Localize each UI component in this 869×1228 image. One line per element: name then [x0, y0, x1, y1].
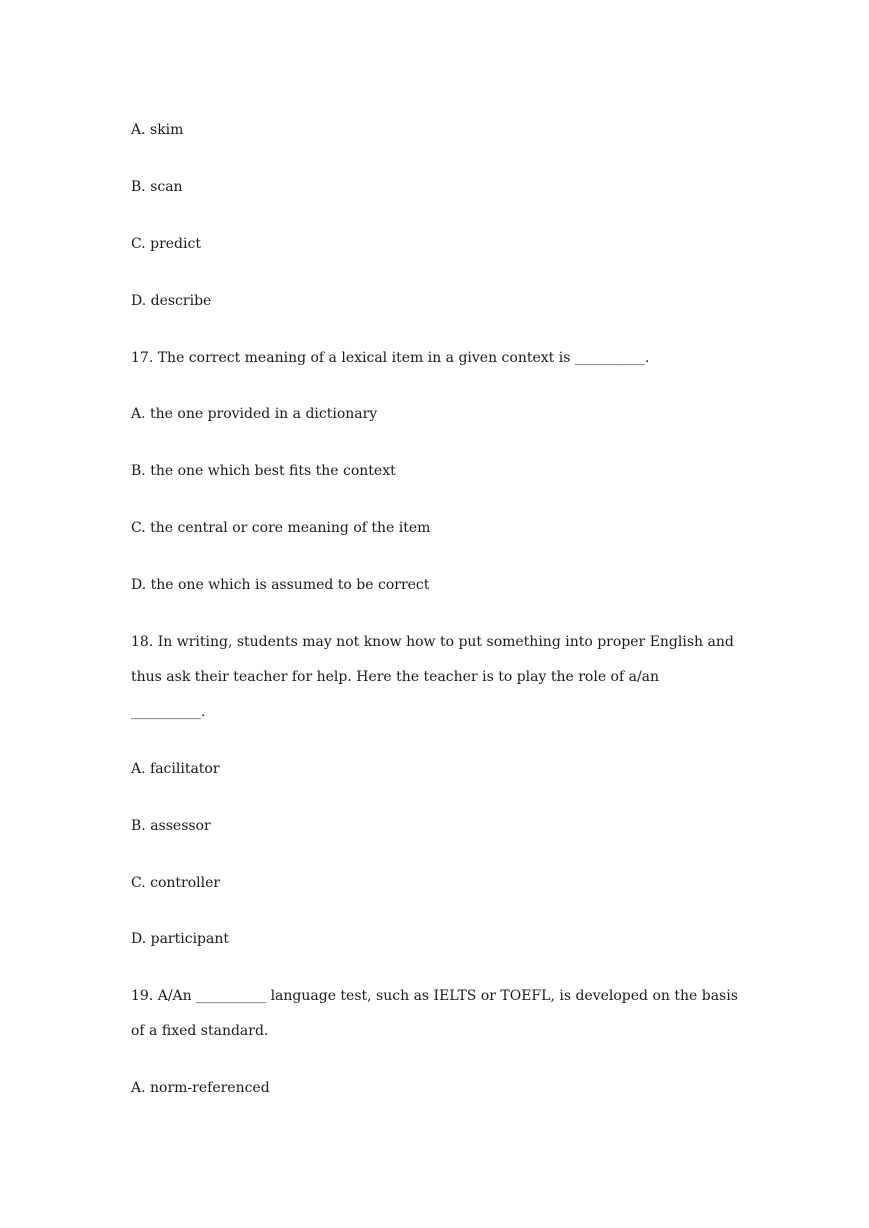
- option-c-predict: C. predict: [131, 236, 201, 252]
- question-19-option-a: A. norm-referenced: [131, 1080, 270, 1096]
- question-18-stem-line-3: __________.: [131, 704, 206, 720]
- question-18-option-b: B. assessor: [131, 818, 211, 834]
- question-19-stem-line-1: 19. A/An __________ language test, such as IELTS or TOEFL, is developed on the basis: [131, 988, 738, 1004]
- question-17-option-c: C. the central or core meaning of the item: [131, 520, 431, 536]
- question-18-stem-line-1: 18. In writing, students may not know how to put something into proper English and: [131, 634, 734, 650]
- question-18-option-a: A. facilitator: [131, 761, 220, 777]
- question-18-option-d: D. participant: [131, 931, 229, 947]
- question-17-option-b: B. the one which best fits the context: [131, 463, 396, 479]
- option-b-scan: B. scan: [131, 179, 183, 195]
- option-d-describe: D. describe: [131, 293, 212, 309]
- question-17-stem: 17. The correct meaning of a lexical item in a given context is __________.: [131, 350, 650, 366]
- question-17-option-d: D. the one which is assumed to be correct: [131, 577, 430, 593]
- question-19-stem-line-2: of a fixed standard.: [131, 1023, 269, 1039]
- question-18-stem-line-2: thus ask their teacher for help. Here the teacher is to play the role of a/an: [131, 669, 660, 685]
- question-18-option-c: C. controller: [131, 875, 221, 891]
- question-17-option-a: A. the one provided in a dictionary: [131, 406, 378, 422]
- option-a-skim: A. skim: [131, 122, 184, 138]
